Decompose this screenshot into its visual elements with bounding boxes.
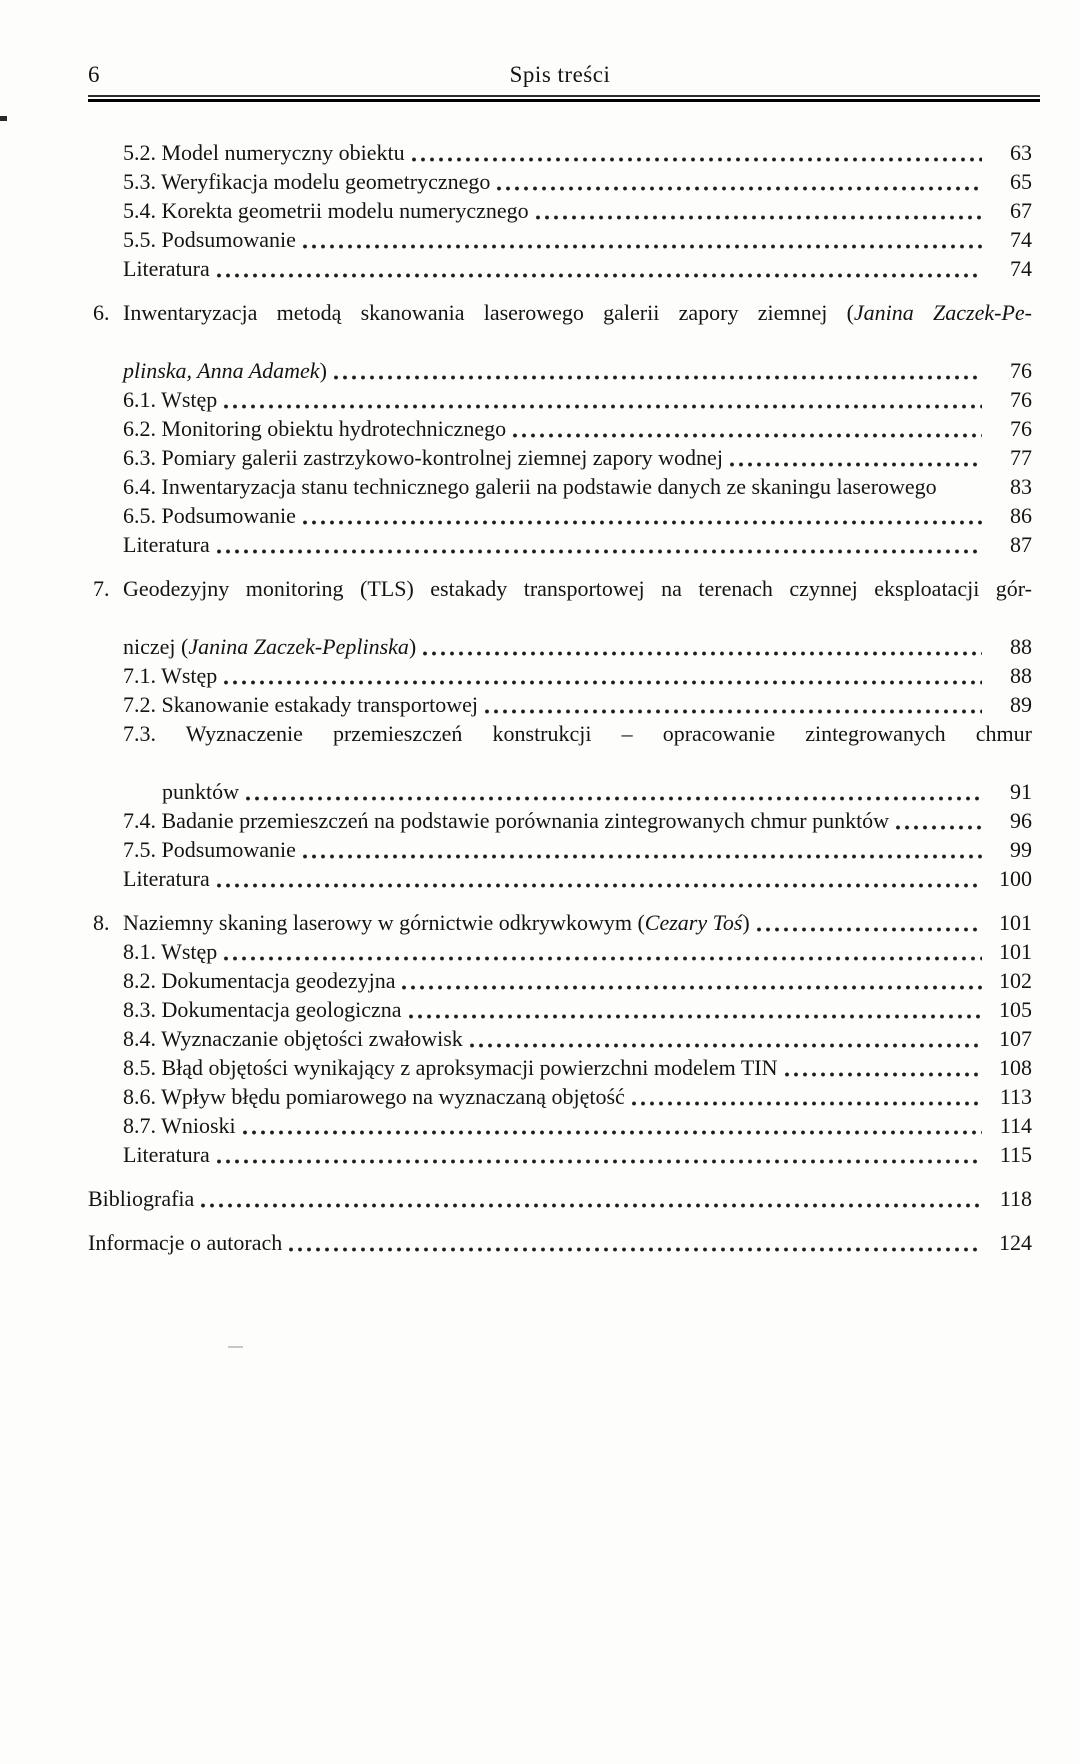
page-ref: 108 — [999, 1055, 1032, 1080]
dot-leader — [409, 1014, 982, 1019]
entry-text: 7.1. Wstęp — [123, 663, 218, 688]
page-ref: 107 — [999, 1026, 1032, 1051]
author-name-italic: plinska, Anna Adamek — [123, 358, 320, 383]
toc-line — [88, 414, 1032, 443]
entry-text: 7.4. Badanie przemieszczeń na podstawie porównania zintegrowanych chmur punktów — [123, 808, 890, 833]
page-ref: 67 — [1010, 198, 1032, 223]
toc-line — [88, 864, 1032, 893]
page-ref: 114 — [999, 1113, 1032, 1138]
entry-label — [88, 1184, 194, 1213]
running-title: Spis treści — [509, 62, 611, 87]
entry-text: 5.5. Podsumowanie — [123, 227, 296, 252]
entry-text: 8.1. Wstęp — [123, 939, 218, 964]
entry-text: 7.3. Wyznaczenie przemieszczeń konstrukcji – opracowanie zintegrowanych chmur — [123, 721, 1032, 746]
entry-text: punktów — [162, 779, 239, 804]
entry-label — [123, 254, 210, 283]
toc-section — [88, 1228, 1032, 1257]
toc-line — [88, 298, 1032, 356]
page-ref: 124 — [999, 1230, 1032, 1255]
toc-line — [88, 1140, 1032, 1169]
entry-text: ) — [408, 634, 417, 659]
entry-label — [123, 1053, 778, 1082]
entry-text: 5.4. Korekta geometrii modelu numerycznego — [123, 198, 529, 223]
toc-line — [88, 937, 1032, 966]
page-ref: 74 — [1010, 227, 1032, 252]
entry-label — [123, 356, 327, 385]
page-ref: 99 — [1010, 837, 1032, 862]
toc — [88, 138, 1032, 1257]
entry-text: Informacje o autorach — [88, 1230, 283, 1255]
page-ref: 113 — [999, 1084, 1032, 1109]
dot-leader — [303, 244, 982, 249]
dot-leader — [412, 157, 982, 162]
toc-line — [88, 995, 1032, 1024]
toc-line — [88, 356, 1032, 385]
entry-label — [123, 908, 750, 937]
dot-leader — [334, 375, 982, 380]
entry-text: 8.5. Błąd objętości wynikający z aproksymacji powierzchni modelem TIN — [123, 1055, 778, 1080]
dot-leader — [201, 1203, 982, 1208]
page-ref: 76 — [1010, 358, 1032, 383]
entry-label — [123, 661, 217, 690]
entry-label — [123, 937, 217, 966]
entry-label — [123, 576, 1032, 601]
dot-leader — [536, 215, 982, 220]
toc-line — [88, 632, 1032, 661]
toc-section — [88, 908, 1032, 1169]
dot-leader — [217, 273, 982, 278]
toc-line — [88, 472, 1032, 501]
chapter-number: 6. — [93, 300, 110, 325]
entry-label — [162, 777, 239, 806]
dot-leader — [485, 709, 982, 714]
dot-leader — [402, 985, 982, 990]
toc-line — [88, 530, 1032, 559]
chapter-number: 7. — [93, 576, 110, 601]
entry-text: 6.2. Monitoring obiektu hydrotechnicznego — [123, 416, 507, 441]
entry-label — [123, 300, 1032, 325]
page-ref: 65 — [1010, 169, 1032, 194]
entry-label — [123, 690, 478, 719]
toc-line — [88, 385, 1032, 414]
dot-leader — [224, 404, 982, 409]
entry-label — [123, 414, 506, 443]
entry-text: 6.1. Wstęp — [123, 387, 218, 412]
entry-text: ) — [742, 910, 750, 935]
dot-leader — [757, 927, 982, 932]
page-ref: 102 — [999, 968, 1032, 993]
entry-label — [123, 721, 1032, 746]
entry-label — [123, 864, 210, 893]
page-ref: 77 — [1010, 445, 1032, 470]
dot-leader — [217, 883, 982, 888]
toc-line — [88, 1053, 1032, 1082]
page-header — [88, 60, 1032, 90]
dot-leader — [896, 825, 982, 830]
dot-leader — [513, 433, 982, 438]
toc-line — [88, 574, 1032, 632]
scan-artifact-dash — [228, 1346, 243, 1348]
entry-text: 8.2. Dokumentacja geodezyjna — [123, 968, 396, 993]
entry-text: 8.6. Wpływ błędu pomiarowego na wyznaczaną objętość — [123, 1084, 625, 1109]
toc-line — [88, 1228, 1032, 1257]
page-ref: 74 — [1010, 256, 1032, 281]
toc-line — [88, 966, 1032, 995]
header-page-number: 6 — [88, 62, 100, 87]
toc-section — [88, 138, 1032, 283]
entry-label — [123, 196, 529, 225]
entry-label — [123, 1140, 210, 1169]
dot-leader — [632, 1101, 982, 1106]
entry-label — [123, 1111, 236, 1140]
entry-text: 7.5. Podsumowanie — [123, 837, 296, 862]
toc-line — [88, 138, 1032, 167]
page-ref: 89 — [1010, 692, 1032, 717]
entry-text: Literatura — [123, 256, 210, 281]
dot-leader — [730, 462, 982, 467]
toc-line — [88, 690, 1032, 719]
entry-text: 6.5. Podsumowanie — [123, 503, 296, 528]
toc-line — [88, 225, 1032, 254]
entry-text: Naziemny skaning laserowy w górnictwie odkrywkowym ( — [123, 910, 645, 935]
page-ref: 115 — [999, 1142, 1032, 1167]
page-ref: 101 — [999, 939, 1032, 964]
entry-label — [123, 806, 889, 835]
page-ref: 76 — [1010, 387, 1032, 412]
entry-label — [123, 443, 723, 472]
page-ref: 88 — [1010, 634, 1032, 659]
entry-text: 5.3. Weryfikacja modelu geometrycznego — [123, 169, 491, 194]
entry-label — [123, 835, 296, 864]
dot-leader — [944, 491, 982, 496]
entry-text: niczej ( — [123, 634, 189, 659]
toc-line — [88, 719, 1032, 777]
page-ref: 87 — [1010, 532, 1032, 557]
toc-section — [88, 1184, 1032, 1213]
page-ref: 88 — [1010, 663, 1032, 688]
dot-leader — [785, 1072, 982, 1077]
page-ref: 76 — [1010, 416, 1032, 441]
entry-label — [123, 1082, 625, 1111]
entry-label — [123, 225, 296, 254]
entry-label — [123, 1024, 463, 1053]
toc-line — [88, 443, 1032, 472]
dot-leader — [289, 1247, 982, 1252]
entry-label — [123, 632, 416, 661]
entry-text: 5.2. Model numeryczny obiektu — [123, 140, 405, 165]
page-ref: 100 — [999, 866, 1032, 891]
toc-line — [88, 908, 1032, 937]
toc-line — [88, 167, 1032, 196]
toc-line — [88, 1024, 1032, 1053]
toc-line — [88, 254, 1032, 283]
page-ref: 63 — [1010, 140, 1032, 165]
dot-leader — [217, 549, 982, 554]
entry-label — [123, 530, 210, 559]
header-rule-thick — [88, 99, 1040, 102]
dot-leader — [243, 1130, 982, 1135]
toc-line — [88, 777, 1032, 806]
page-ref: 91 — [1010, 779, 1032, 804]
toc-line — [88, 835, 1032, 864]
entry-text: Inwentaryzacja metodą skanowania laserowego galerii zapory ziemnej ( — [123, 300, 854, 325]
entry-text: Bibliografia — [88, 1186, 195, 1211]
toc-line — [88, 1111, 1032, 1140]
toc-section — [88, 574, 1032, 893]
page-ref: 101 — [999, 910, 1032, 935]
entry-text: 6.4. Inwentaryzacja stanu technicznego galerii na podstawie danych ze skaningu laserowego — [123, 474, 937, 499]
toc-line — [88, 806, 1032, 835]
dot-leader — [224, 680, 982, 685]
entry-text: Literatura — [123, 532, 210, 557]
dot-leader — [303, 520, 982, 525]
dot-leader — [217, 1159, 982, 1164]
entry-text: 6.3. Pomiary galerii zastrzykowo-kontrolnej ziemnej zapory wodnej — [123, 445, 723, 470]
toc-line — [88, 661, 1032, 690]
page-ref: 83 — [1010, 474, 1032, 499]
dot-leader — [246, 796, 982, 801]
entry-label — [123, 138, 405, 167]
toc-line — [88, 1082, 1032, 1111]
entry-label — [123, 995, 402, 1024]
entry-text: 8.3. Dokumentacja geologiczna — [123, 997, 402, 1022]
dot-leader — [470, 1043, 982, 1048]
author-name-italic: Janina Zaczek-Pe- — [853, 300, 1032, 325]
entry-label — [123, 167, 490, 196]
entry-text: Literatura — [123, 866, 210, 891]
entry-text: ) — [319, 358, 327, 383]
entry-text: 8.7. Wnioski — [123, 1113, 236, 1138]
chapter-number: 8. — [93, 910, 110, 935]
scan-artifact-edge-mark — [0, 116, 7, 121]
entry-label — [123, 385, 217, 414]
entry-label — [123, 472, 937, 501]
dot-leader — [224, 956, 982, 961]
author-name-italic: Cezary Toś — [644, 910, 743, 935]
toc-line — [88, 501, 1032, 530]
entry-label — [123, 966, 395, 995]
toc-section — [88, 298, 1032, 559]
page-ref: 96 — [1010, 808, 1032, 833]
entry-text: Geodezyjny monitoring (TLS) estakady transportowej na terenach czynnej eksploatacji gór- — [123, 576, 1032, 601]
entry-text: Literatura — [123, 1142, 210, 1167]
entry-text: 8.4. Wyznaczanie objętości zwałowisk — [123, 1026, 463, 1051]
dot-leader — [303, 854, 982, 859]
toc-line — [88, 196, 1032, 225]
page-ref: 105 — [999, 997, 1032, 1022]
entry-label — [123, 501, 296, 530]
author-name-italic: Janina Zaczek-Peplinska — [188, 634, 409, 659]
entry-label — [88, 1228, 282, 1257]
dot-leader — [423, 651, 982, 656]
header-rule-thin — [88, 95, 1040, 97]
dot-leader — [497, 186, 982, 191]
toc-line — [88, 1184, 1032, 1213]
page-ref: 118 — [999, 1186, 1032, 1211]
entry-text: 7.2. Skanowanie estakady transportowej — [123, 692, 478, 717]
page-ref: 86 — [1010, 503, 1032, 528]
